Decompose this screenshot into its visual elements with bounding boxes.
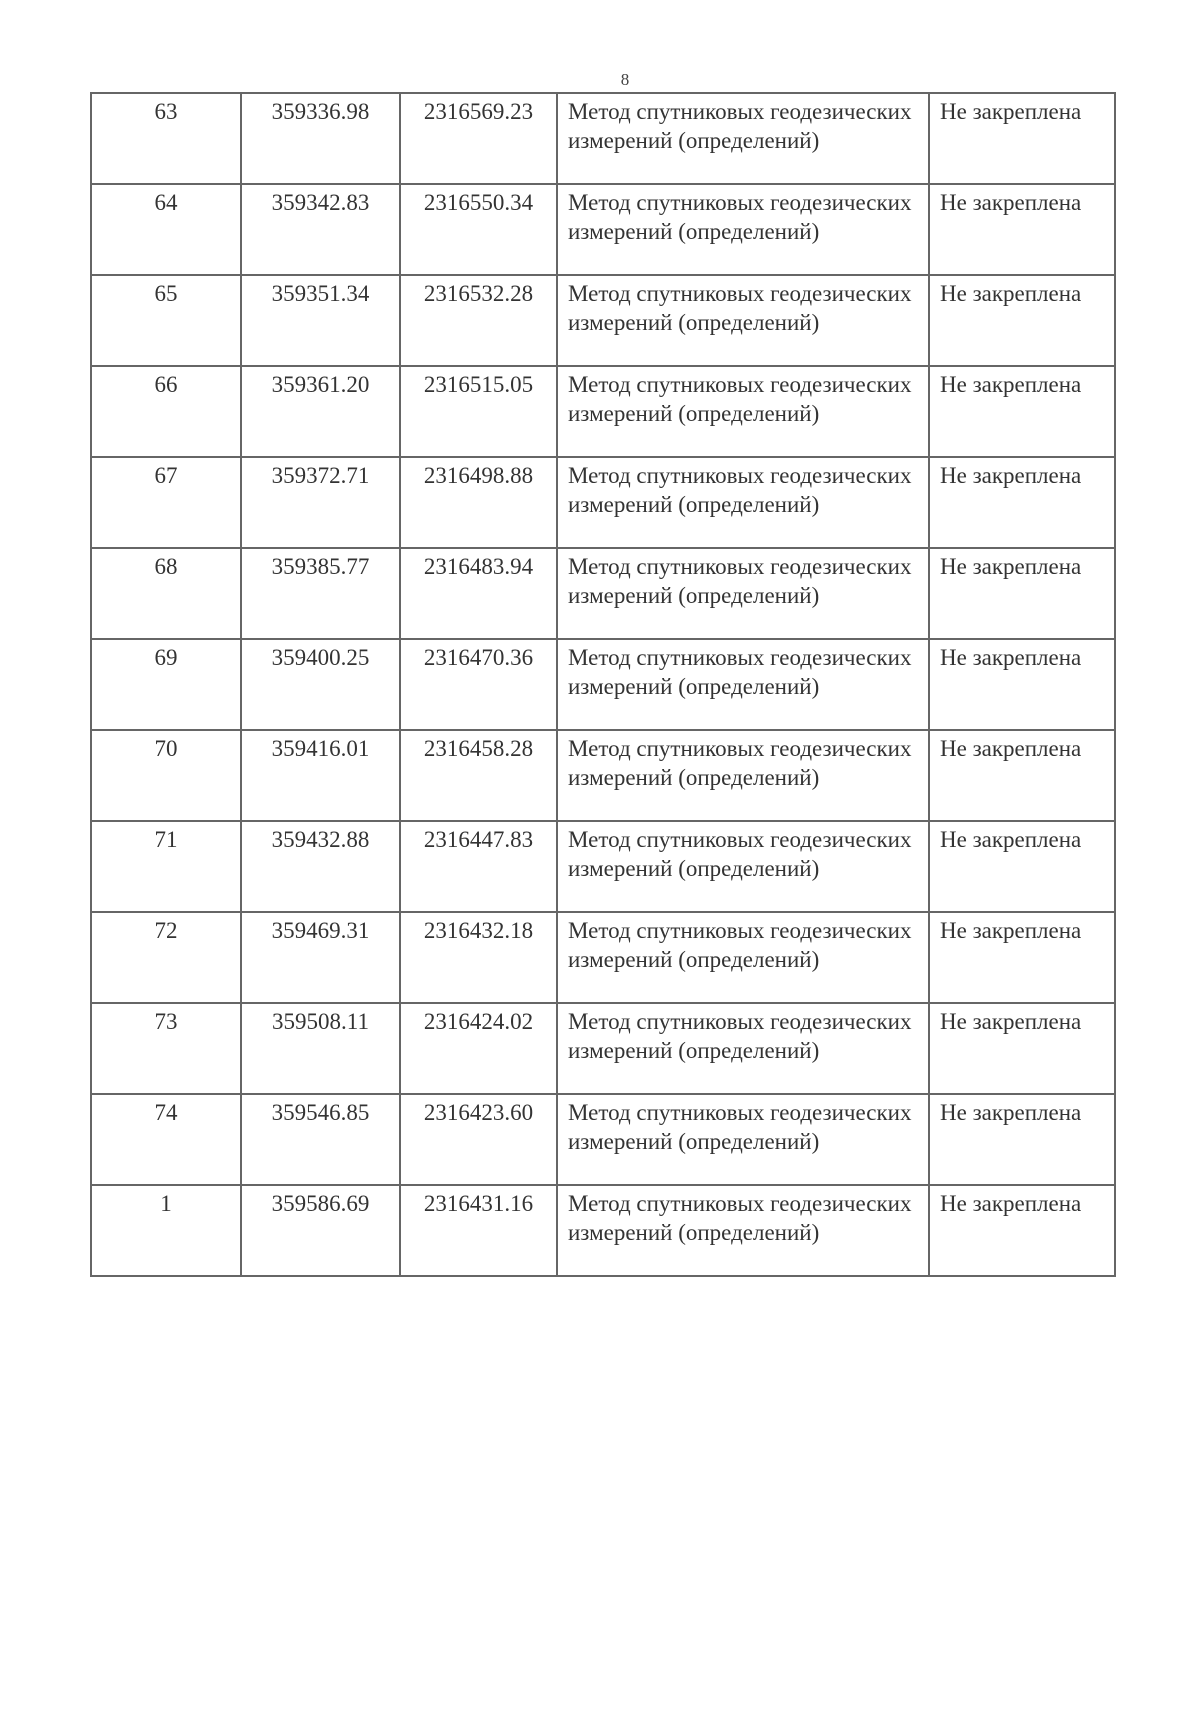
fixing-cell: Не закреплена — [929, 1003, 1115, 1094]
point-number-cell: 69 — [91, 639, 241, 730]
point-number-cell: 68 — [91, 548, 241, 639]
point-number-cell: 72 — [91, 912, 241, 1003]
y-coordinate-cell: 2316550.34 — [400, 184, 557, 275]
page-number: 8 — [620, 70, 630, 89]
x-coordinate-cell: 359385.77 — [241, 548, 400, 639]
method-cell: Метод спутниковых геодезических измерений (определений) — [557, 366, 929, 457]
table-row — [91, 639, 1115, 730]
y-coordinate-cell: 2316532.28 — [400, 275, 557, 366]
x-coordinate-cell: 359400.25 — [241, 639, 400, 730]
x-coordinate-cell: 359342.83 — [241, 184, 400, 275]
y-coordinate-cell: 2316483.94 — [400, 548, 557, 639]
point-number-cell: 70 — [91, 730, 241, 821]
x-coordinate-cell: 359546.85 — [241, 1094, 400, 1185]
x-coordinate-cell: 359586.69 — [241, 1185, 400, 1276]
method-cell: Метод спутниковых геодезических измерений (определений) — [557, 912, 929, 1003]
table-row — [91, 366, 1115, 457]
x-coordinate-cell: 359432.88 — [241, 821, 400, 912]
method-cell: Метод спутниковых геодезических измерений (определений) — [557, 1185, 929, 1276]
fixing-cell: Не закреплена — [929, 821, 1115, 912]
fixing-cell: Не закреплена — [929, 366, 1115, 457]
point-number-cell: 73 — [91, 1003, 241, 1094]
table-row — [91, 821, 1115, 912]
fixing-cell: Не закреплена — [929, 457, 1115, 548]
point-number-cell: 1 — [91, 1185, 241, 1276]
fixing-cell: Не закреплена — [929, 730, 1115, 821]
y-coordinate-cell: 2316431.16 — [400, 1185, 557, 1276]
method-cell: Метод спутниковых геодезических измерений (определений) — [557, 548, 929, 639]
x-coordinate-cell: 359336.98 — [241, 93, 400, 184]
x-coordinate-cell: 359372.71 — [241, 457, 400, 548]
y-coordinate-cell: 2316423.60 — [400, 1094, 557, 1185]
fixing-cell: Не закреплена — [929, 639, 1115, 730]
x-coordinate-cell: 359361.20 — [241, 366, 400, 457]
method-cell: Метод спутниковых геодезических измерений (определений) — [557, 184, 929, 275]
point-number-cell: 67 — [91, 457, 241, 548]
fixing-cell: Не закреплена — [929, 912, 1115, 1003]
x-coordinate-cell: 359416.01 — [241, 730, 400, 821]
method-cell: Метод спутниковых геодезических измерений (определений) — [557, 821, 929, 912]
table-row — [91, 548, 1115, 639]
y-coordinate-cell: 2316424.02 — [400, 1003, 557, 1094]
y-coordinate-cell: 2316569.23 — [400, 93, 557, 184]
table-row — [91, 184, 1115, 275]
x-coordinate-cell: 359508.11 — [241, 1003, 400, 1094]
table-row — [91, 1094, 1115, 1185]
fixing-cell: Не закреплена — [929, 548, 1115, 639]
method-cell: Метод спутниковых геодезических измерений (определений) — [557, 457, 929, 548]
fixing-cell: Не закреплена — [929, 184, 1115, 275]
table-row — [91, 93, 1115, 184]
coordinates-table — [90, 92, 1116, 1277]
point-number-cell: 66 — [91, 366, 241, 457]
fixing-cell: Не закреплена — [929, 275, 1115, 366]
x-coordinate-cell: 359351.34 — [241, 275, 400, 366]
point-number-cell: 64 — [91, 184, 241, 275]
table-row — [91, 1185, 1115, 1276]
y-coordinate-cell: 2316498.88 — [400, 457, 557, 548]
method-cell: Метод спутниковых геодезических измерений (определений) — [557, 1003, 929, 1094]
point-number-cell: 71 — [91, 821, 241, 912]
fixing-cell: Не закреплена — [929, 1094, 1115, 1185]
table-row — [91, 1003, 1115, 1094]
table-row — [91, 912, 1115, 1003]
x-coordinate-cell: 359469.31 — [241, 912, 400, 1003]
method-cell: Метод спутниковых геодезических измерений (определений) — [557, 93, 929, 184]
fixing-cell: Не закреплена — [929, 1185, 1115, 1276]
table-row — [91, 275, 1115, 366]
method-cell: Метод спутниковых геодезических измерений (определений) — [557, 275, 929, 366]
table-row — [91, 730, 1115, 821]
y-coordinate-cell: 2316432.18 — [400, 912, 557, 1003]
y-coordinate-cell: 2316515.05 — [400, 366, 557, 457]
table-row — [91, 457, 1115, 548]
method-cell: Метод спутниковых геодезических измерений (определений) — [557, 639, 929, 730]
method-cell: Метод спутниковых геодезических измерений (определений) — [557, 1094, 929, 1185]
point-number-cell: 74 — [91, 1094, 241, 1185]
y-coordinate-cell: 2316458.28 — [400, 730, 557, 821]
fixing-cell: Не закреплена — [929, 93, 1115, 184]
y-coordinate-cell: 2316470.36 — [400, 639, 557, 730]
y-coordinate-cell: 2316447.83 — [400, 821, 557, 912]
method-cell: Метод спутниковых геодезических измерений (определений) — [557, 730, 929, 821]
point-number-cell: 63 — [91, 93, 241, 184]
point-number-cell: 65 — [91, 275, 241, 366]
